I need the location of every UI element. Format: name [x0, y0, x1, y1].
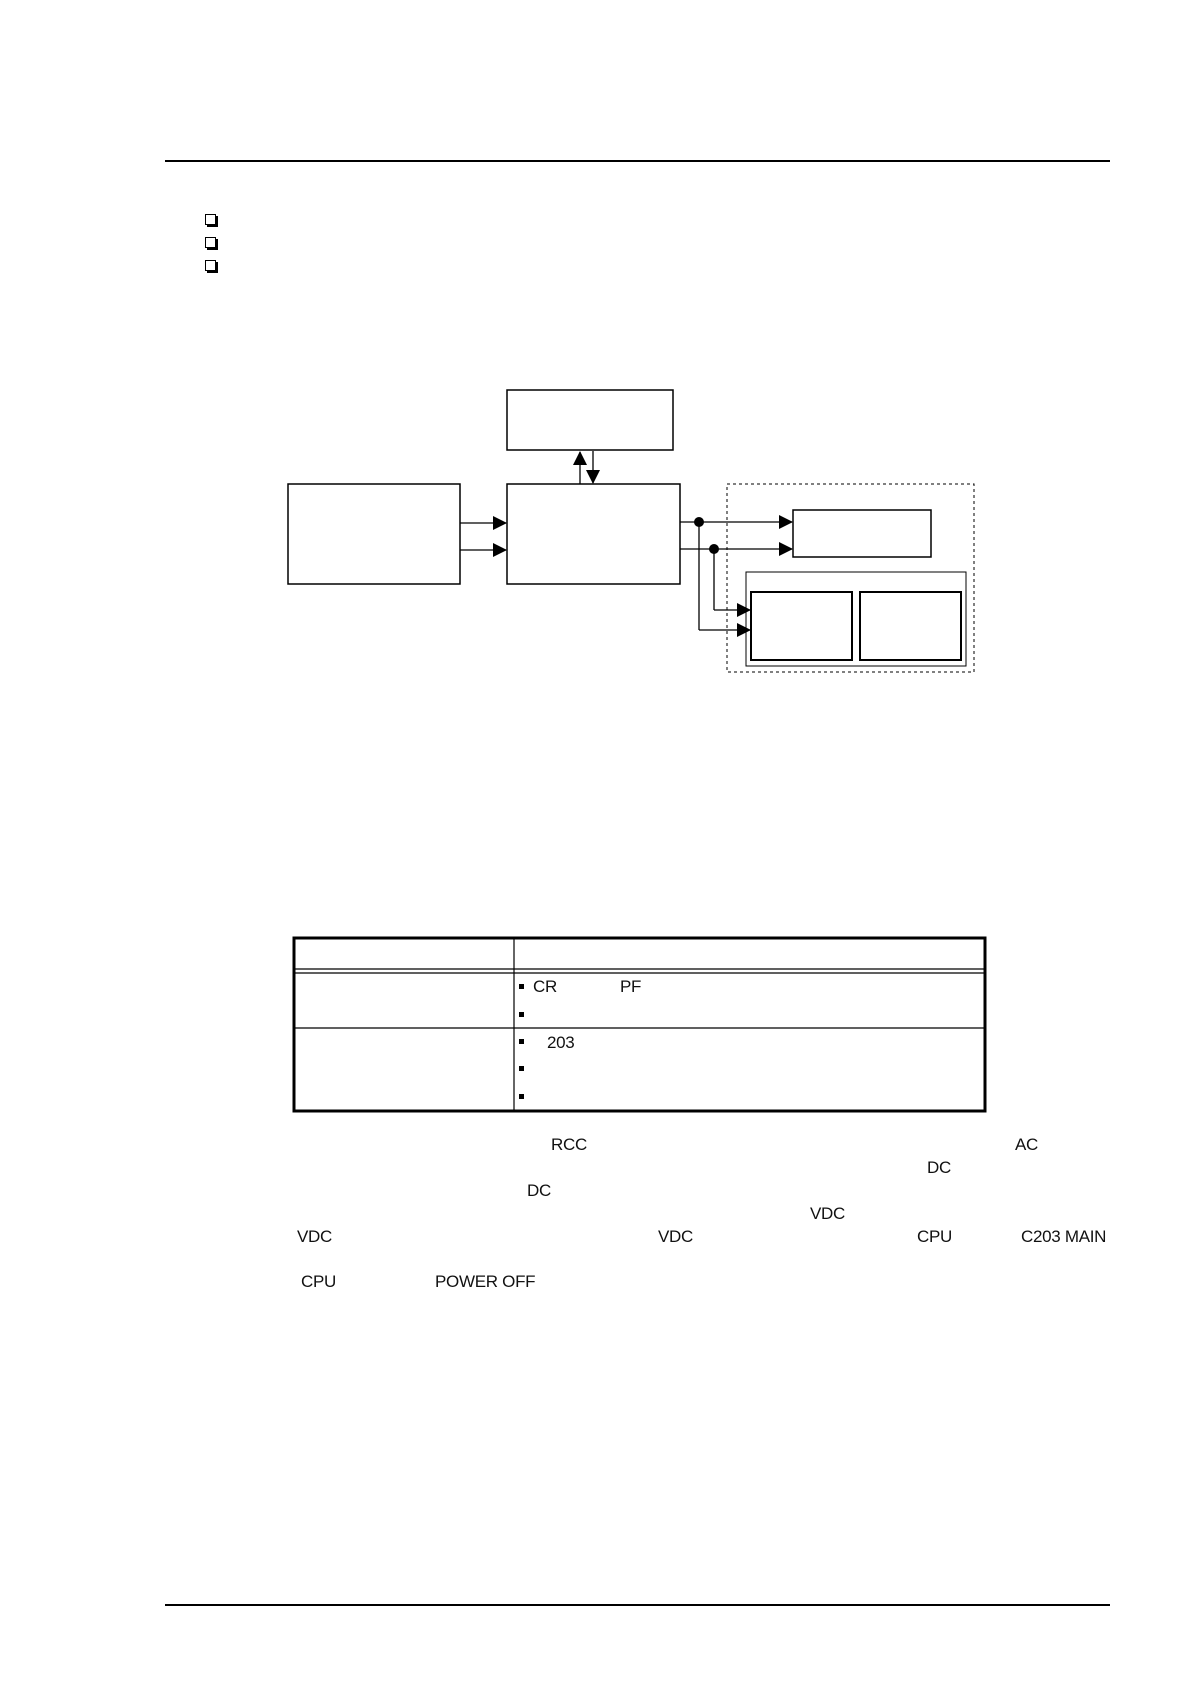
text-vdc-1: VDC [810, 1204, 845, 1223]
bullet-icon [519, 984, 524, 989]
text-vdc-2: VDC [297, 1227, 332, 1246]
right-bottom-block-left [751, 592, 852, 660]
text-cpu-1: CPU [917, 1227, 952, 1246]
center-block [507, 484, 680, 584]
right-bottom-group [746, 572, 966, 666]
text-cpu-2: CPU [301, 1272, 336, 1291]
text-dc-1: DC [927, 1158, 951, 1177]
right-bottom-block-right [860, 592, 961, 660]
text-dc-2: DC [527, 1181, 551, 1200]
text-vdc-3: VDC [658, 1227, 693, 1246]
bullet-icon [519, 1012, 524, 1017]
right-top-block [793, 510, 931, 557]
footer-rule [165, 1604, 1110, 1606]
power-supply-block-diagram [0, 0, 1188, 720]
table-cell-203: 203 [547, 1033, 575, 1052]
text-ac: AC [1015, 1135, 1039, 1154]
left-block [288, 484, 460, 584]
top-block [507, 390, 673, 450]
table-cell-pf: PF [620, 977, 642, 996]
bullet-icon [519, 1094, 524, 1099]
text-rcc: RCC [551, 1135, 587, 1154]
bullet-icon [519, 1066, 524, 1071]
table-cell-cr: CR [533, 977, 557, 996]
dashed-group [727, 484, 974, 672]
text-main-ref: C203 MAIN [1021, 1227, 1107, 1246]
text-power-off: POWER OFF [435, 1272, 536, 1291]
bullet-icon [519, 1039, 524, 1044]
